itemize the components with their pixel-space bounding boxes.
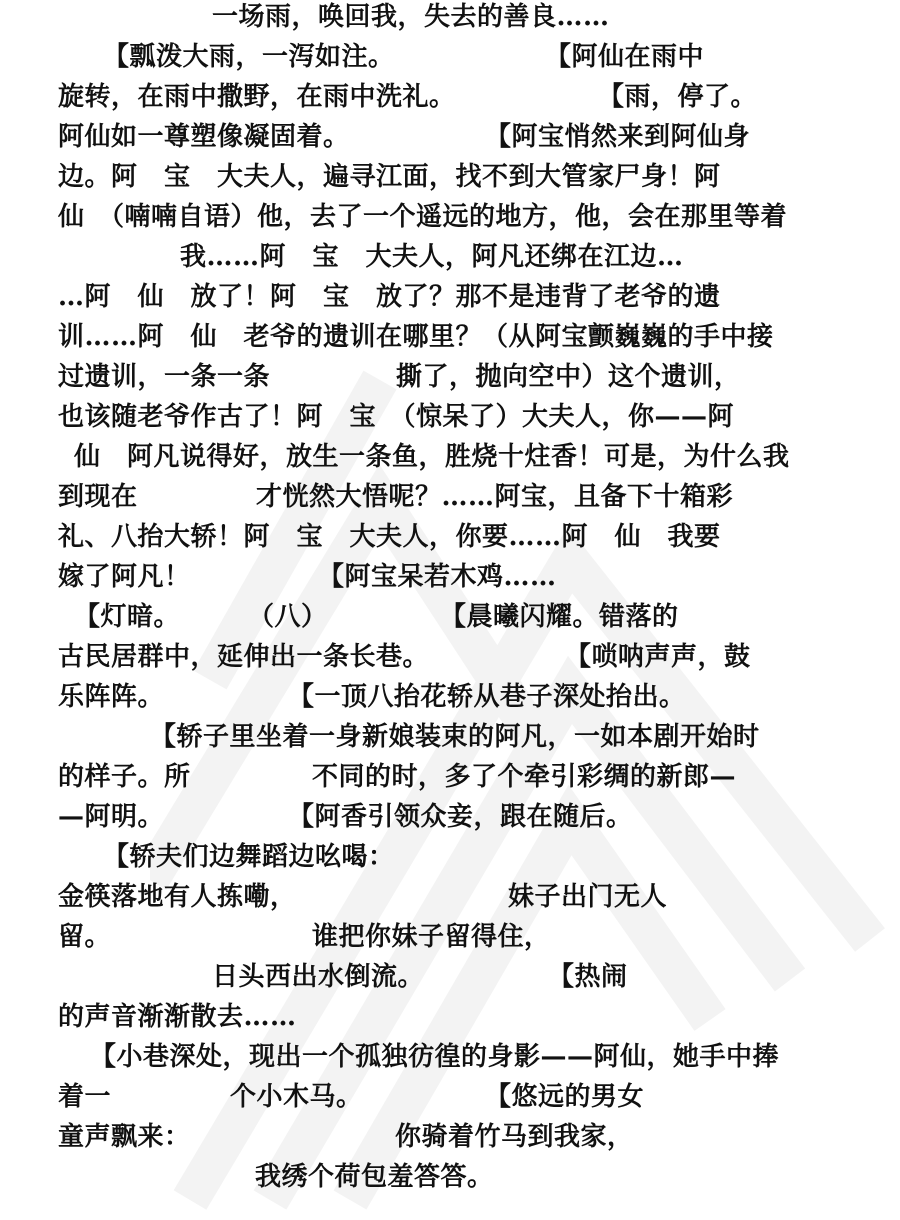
text-line: 金筷落地有人拣嘞， xyxy=(58,882,297,912)
text-line: 【一顶八抬花轿从巷子深处抬出。 xyxy=(288,682,686,712)
text-line: 【唢呐声声，鼓 xyxy=(565,642,751,672)
text-line: 【晨曦闪耀。错落的 xyxy=(440,602,679,632)
text-line: 个小木马。 xyxy=(230,1082,363,1112)
text-line: 童声飘来： xyxy=(58,1122,191,1152)
text-line: 的声音渐渐散去…… xyxy=(58,1002,297,1032)
text-line: （八） xyxy=(248,602,328,632)
text-line: 日头西出水倒流。 xyxy=(212,962,425,992)
text-line: 我绣个荷包羞答答。 xyxy=(255,1162,494,1192)
text-line: 【阿仙在雨中 xyxy=(545,42,705,72)
text-line: 阿仙如一尊塑像凝固着。 xyxy=(58,122,350,152)
text-line: 【悠远的男女 xyxy=(485,1082,645,1112)
text-line: 【阿宝呆若木鸡…… xyxy=(318,562,557,592)
text-line: 一场雨，唤回我，失去的善良…… xyxy=(212,2,610,32)
text-line: 仙 阿凡说得好，放生一条鱼，胜烧十炷香！可是，为什么我 xyxy=(74,442,790,472)
text-line: 不同的时，多了个牵引彩绸的新郎— xyxy=(312,762,737,792)
text-line: 【雨，停了。 xyxy=(598,82,758,112)
text-line: 谁把你妹子留得住， xyxy=(312,922,551,952)
text-line: 【轿夫们边舞蹈边吆喝： xyxy=(103,842,395,872)
text-line: 礼、八抬大轿！阿 宝 大夫人，你要……阿 仙 我要 xyxy=(58,522,721,552)
text-line: 【轿子里坐着一身新娘装束的阿凡，一如本剧开始时 xyxy=(150,722,760,752)
text-line: 到现在 xyxy=(58,482,138,512)
text-line: 过遗训，一条一条 xyxy=(58,362,271,392)
text-line: 【阿宝悄然来到阿仙身 xyxy=(485,122,751,152)
text-line: 【小巷深处，现出一个孤独彷徨的身影——阿仙，她手中捧 xyxy=(90,1042,780,1072)
text-line: 留。 xyxy=(58,922,112,952)
text-line: 着一 xyxy=(58,1082,112,1112)
text-line: 的样子。所 xyxy=(58,762,191,792)
text-line: …阿 仙 放了！阿 宝 放了？那不是违背了老爷的遗 xyxy=(58,282,721,312)
text-line: 旋转，在雨中撒野，在雨中洗礼。 xyxy=(58,82,456,112)
text-line: 我……阿 宝 大夫人，阿凡还绑在江边… xyxy=(180,242,684,272)
text-line: 【瓢泼大雨，一泻如注。 xyxy=(103,42,395,72)
text-line: 边。阿 宝 大夫人，遍寻江面，找不到大管家尸身！阿 xyxy=(58,162,721,192)
text-line: 乐阵阵。 xyxy=(58,682,165,712)
text-line: 【阿香引领众妾，跟在随后。 xyxy=(288,802,633,832)
text-line: 古民居群中，延伸出一条长巷。 xyxy=(58,642,430,672)
text-line: 你骑着竹马到我家， xyxy=(395,1122,634,1152)
text-line: 撕了，抛向空中）这个遗训， xyxy=(396,362,741,392)
text-line: 妹子出门无人 xyxy=(508,882,668,912)
text-line: 嫁了阿凡！ xyxy=(58,562,191,592)
text-line: 【热闹 xyxy=(548,962,628,992)
text-line: 也该随老爷作古了！阿 宝 （惊呆了）大夫人，你——阿 xyxy=(58,402,735,432)
text-line: 【灯暗。 xyxy=(74,602,181,632)
text-line: 仙 （喃喃自语）他，去了一个遥远的地方，他，会在那里等着 xyxy=(58,202,788,232)
text-line: —阿明。 xyxy=(58,802,165,832)
text-line: 训……阿 仙 老爷的遗训在哪里？（从阿宝颤巍巍的手中接 xyxy=(58,322,774,352)
text-line: 才恍然大悟呢？……阿宝，且备下十箱彩 xyxy=(256,482,734,512)
